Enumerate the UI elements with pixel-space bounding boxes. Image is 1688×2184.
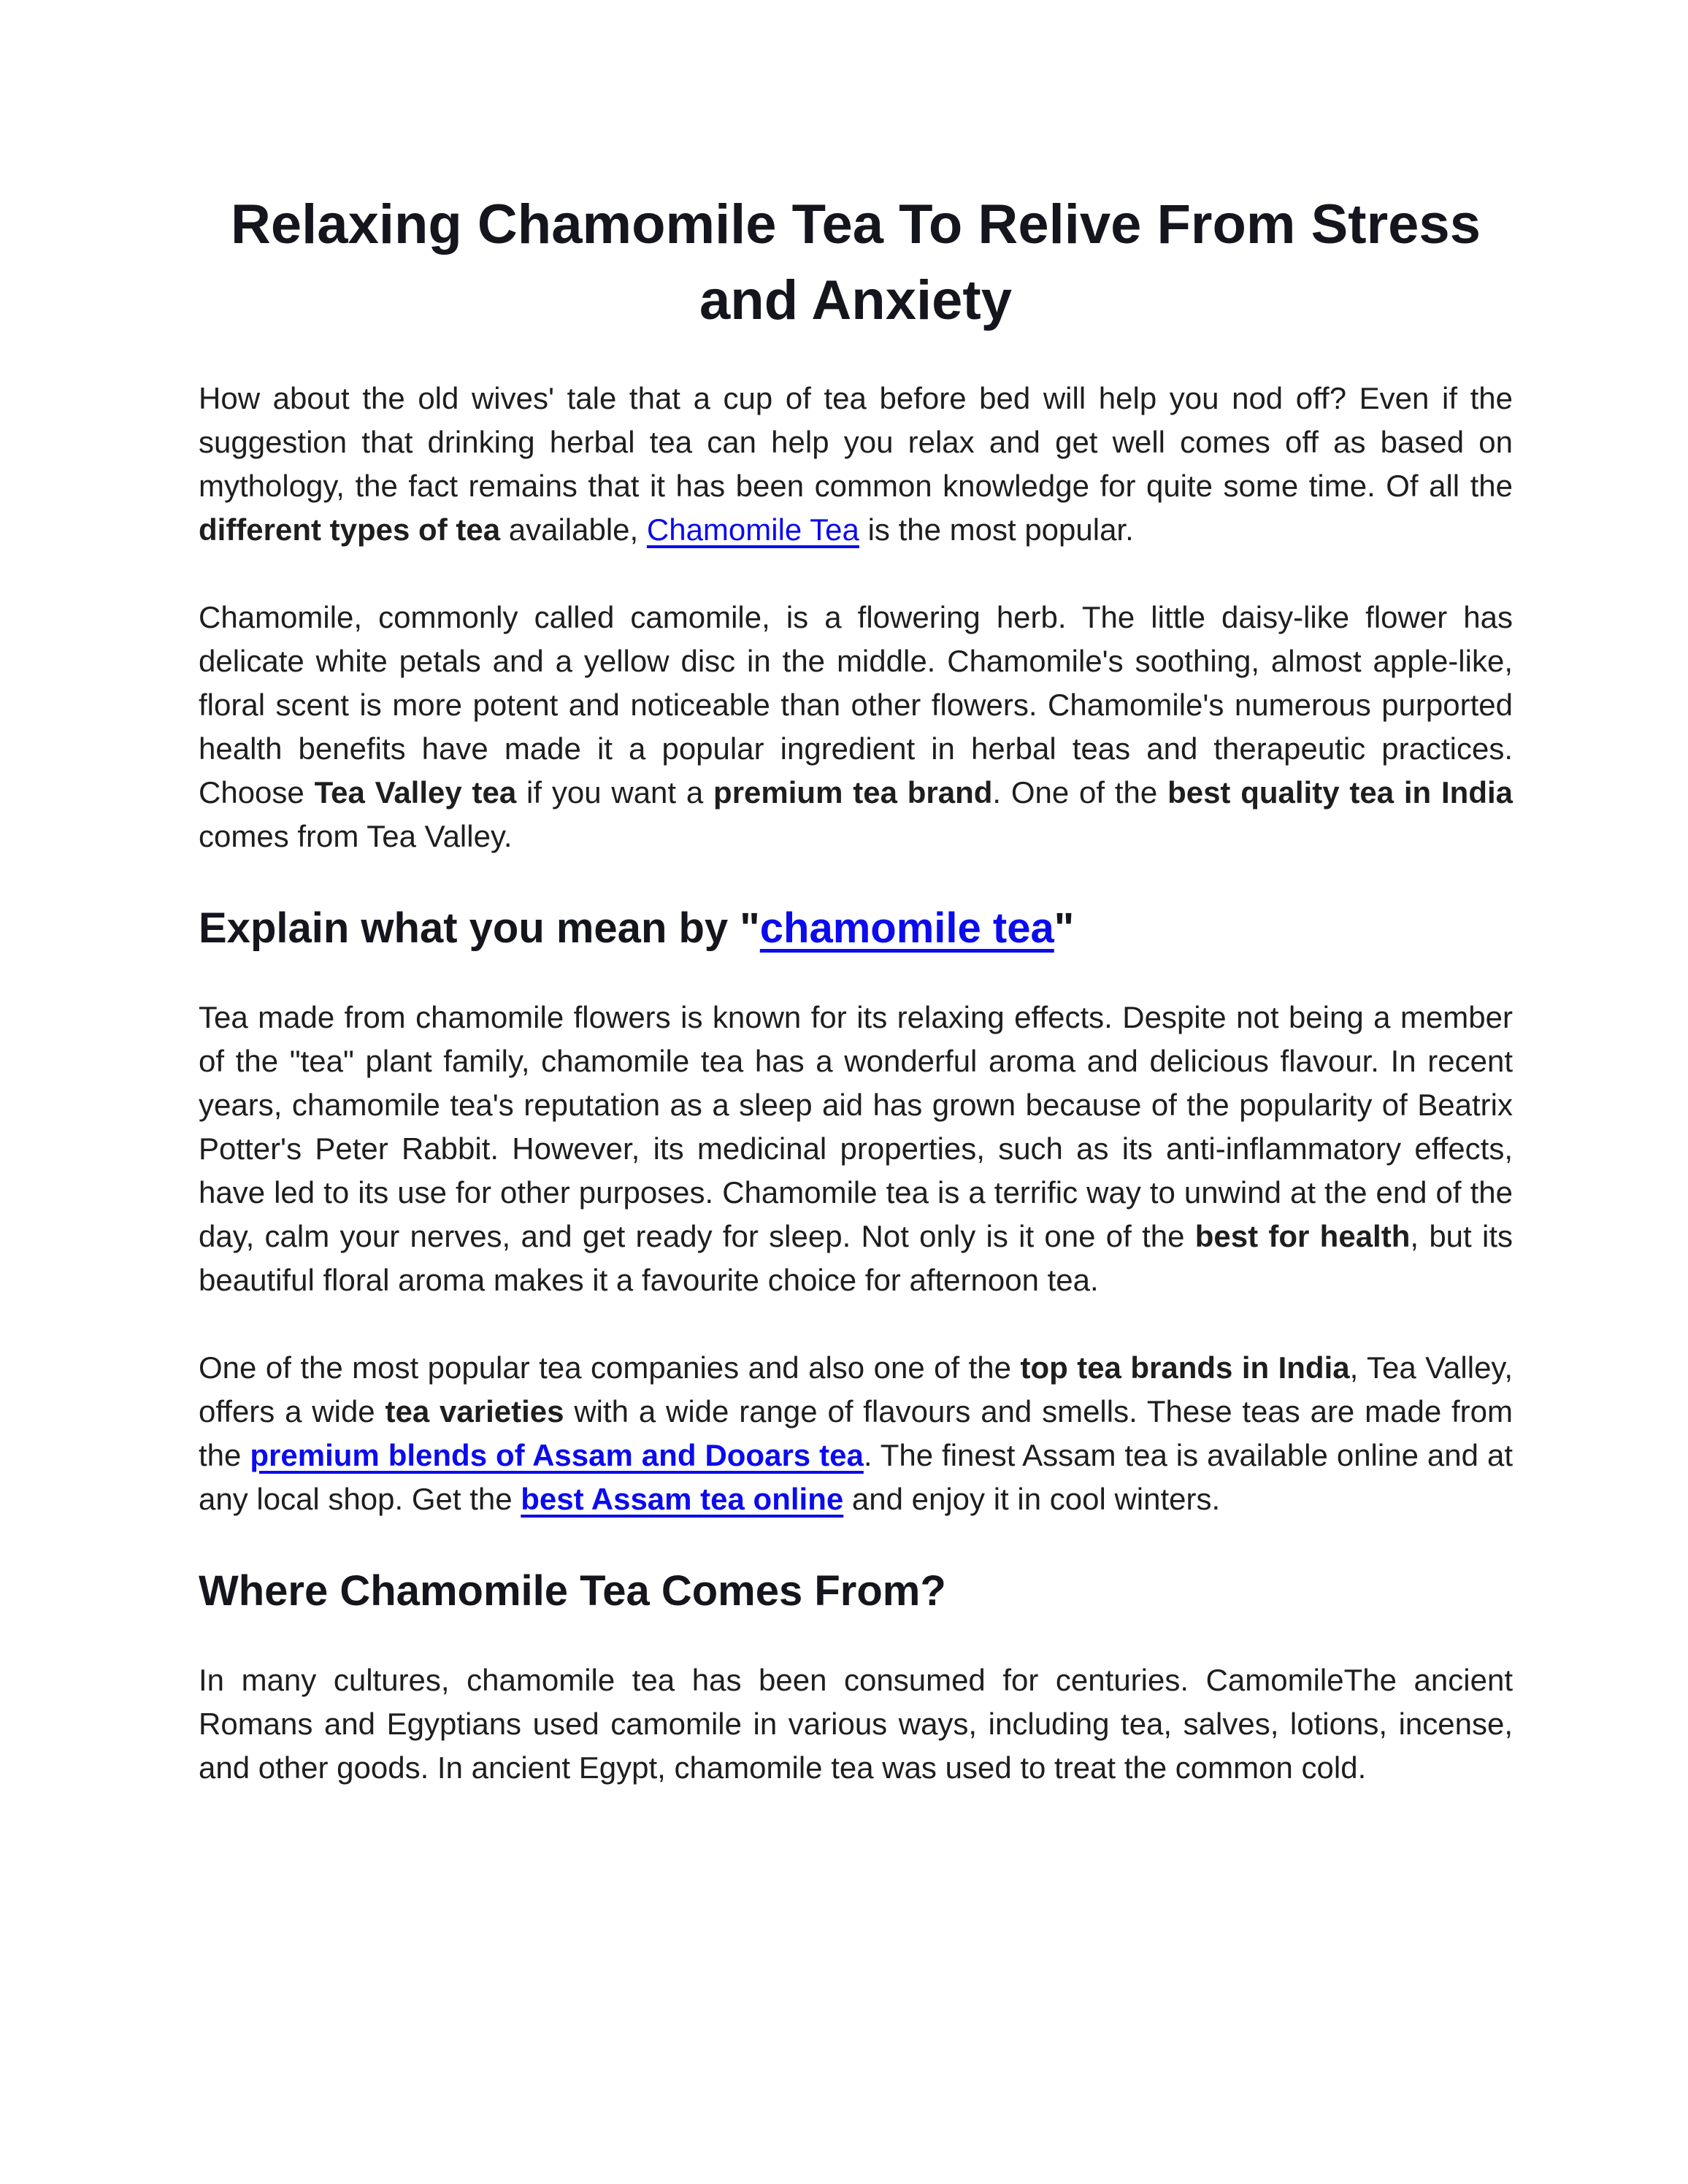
- text-run: Explain what you mean by ": [199, 904, 760, 952]
- hyperlink[interactable]: chamomile tea: [759, 904, 1054, 952]
- text-run: if you want a: [516, 775, 714, 810]
- bold-text-run: Tea Valley tea: [314, 775, 517, 810]
- bold-text-run: tea varieties: [385, 1394, 564, 1429]
- paragraph-chamomile-tea-explanation: [199, 996, 1513, 1302]
- heading-where-chamomile-comes-from: Where Chamomile Tea Comes From?: [199, 1567, 946, 1615]
- bold-text-run: best quality tea in India: [1167, 775, 1514, 810]
- bold-text-run: different types of tea: [199, 512, 501, 547]
- text-run: One of the most popular tea companies and also one of the: [199, 1350, 1021, 1385]
- text-run: is the most popular.: [859, 512, 1134, 547]
- text-run: with a wide range of flavours and smells. These teas are made from the: [199, 1394, 1514, 1472]
- text-run: and enjoy it in cool winters.: [843, 1482, 1221, 1516]
- text-run: comes from Tea Valley.: [199, 819, 513, 853]
- bold-text-run: top tea brands in India: [1020, 1350, 1350, 1385]
- document-title: Relaxing Chamomile Tea To Relive From Stress and Anxiety: [231, 193, 1481, 331]
- bold-text-run: best for health: [1194, 1219, 1411, 1253]
- text-run: How about the old wives' tale that a cup of tea before bed will help you nod off? Even if the suggestion that drinking herbal tea can help you relax and get well comes off as based on mythology, the fact remains that it has been common knowledge for quite some time. Of all the: [199, 381, 1513, 503]
- paragraph-tea-valley-brands: [199, 1346, 1513, 1521]
- bold-text-run: premium tea brand: [713, 775, 993, 810]
- text-run: In many cultures, chamomile tea has been consumed for centuries. CamomileThe ancient Romans and Egyptians used camomile in various ways, including tea, salves, lotions, incense, and other goods. In ancient Egypt, chamomile tea was used to treat the common cold.: [199, 1663, 1513, 1785]
- hyperlink[interactable]: Chamomile Tea: [646, 512, 859, 547]
- text-run: Chamomile, commonly called camomile, is a flowering herb. The little daisy-like flower has delicate white petals and a yellow disc in the middle. Chamomile's soothing, almost apple-like, floral scent is more potent and noticeable than other flowers. Chamomile's numerous purported health benefits have made it a popular ingredient in herbal teas and therapeutic practices. Choose: [199, 600, 1513, 810]
- hyperlink[interactable]: best Assam tea online: [521, 1482, 844, 1516]
- text-run: . The finest Assam tea is available online and at any local shop. Get the: [199, 1438, 1513, 1516]
- text-run: Tea made from chamomile flowers is known for its relaxing effects. Despite not being a member of the "tea" plant family, chamomile tea has a wonderful aroma and delicious flavour. In recent years, chamomile tea's reputation as a sleep aid has grown because of the popularity of Beatrix Potter's Peter Rabbit. However, its medicinal properties, such as its anti-inflammatory effects, have led to its use for other purposes. Chamomile tea is a terrific way to unwind at the end of the day, calm your nerves, and get ready for sleep. Not only is it one of the: [199, 1000, 1513, 1253]
- text-run: . One of the: [992, 775, 1168, 810]
- hyperlink[interactable]: premium blends of Assam and Dooars tea: [250, 1438, 864, 1472]
- heading-explain-chamomile-tea: [199, 902, 1513, 955]
- text-run: , Tea Valley, offers a wide: [199, 1350, 1513, 1429]
- paragraph-chamomile-description: [199, 596, 1513, 858]
- text-run: , but its beautiful floral aroma makes it a favourite choice for afternoon tea.: [199, 1219, 1513, 1297]
- paragraph-history: [199, 1658, 1513, 1790]
- paragraph-intro: [199, 377, 1513, 552]
- text-run: ": [1054, 904, 1075, 952]
- text-run: available,: [500, 512, 647, 547]
